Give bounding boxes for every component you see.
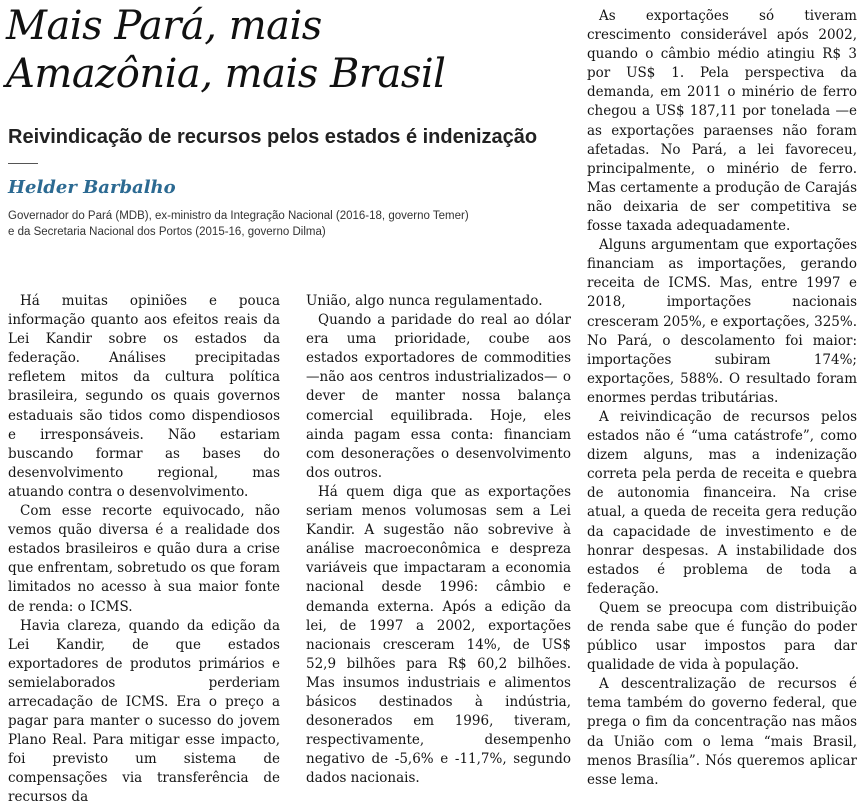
paragraph: Com esse recorte equivocado, não vemos quão diversa é a realidade dos estados brasileiros e quão dura a crise que enfrentam, sobretudo os que foram limitados no acesso à sua maior fonte de renda: o ICMS.: [8, 503, 281, 615]
author-bio-line-1: Governador do Pará (MDB), ex-ministro da Integração Nacional (2016-18, governo Temer): [8, 210, 469, 222]
paragraph: Há quem diga que as exportações seriam menos volumosas sem a Lei Kandir. A sugestão não sobrevive à análise macroeconômica e despreza variáveis que impactaram a economia nacional desde 1996: câmbio e demanda externa. Após a edição da lei, de 1997 a 2002, exportações nacionais cresceram 14%, de US$ 52,9 bilhões para R$ 60,2 bilhões. Mas insumos industriais e alimentos básicos destinados à indústria, desonerados em 1996, tiveram, respectivamente, desempenho negativo de -5,6% e -11,7%, segundo dados nacionais.: [306, 483, 571, 787]
paragraph: Quem se preocupa com distribuição de renda sabe que é função do poder público usar impostos para dar qualidade de vida à população.: [587, 599, 857, 674]
title-line-1: Mais Pará, mais: [6, 3, 322, 49]
author-divider: [8, 163, 38, 164]
title-line-2: Amazônia, mais Brasil: [6, 51, 446, 97]
article-column-2: [306, 292, 571, 788]
paragraph: A reivindicação de recursos pelos estados não é “uma catástrofe”, como dizem alguns, mas a indenização correta pela perda de receita e quebra de autonomia financeira. Na crise atual, a queda de receita gera redução da capacidade de investimento e de honrar despesas. A instabilidade dos estados é problema de toda a federação.: [587, 408, 857, 597]
paragraph: Alguns argumentam que exportações financiam as importações, gerando receita de ICMS. Mas, entre 1997 e 2018, importações nacionais cresceram 205%, e exportações, 325%. No Pará, o descolamento foi maior: importações subiram 174%; exportações, 588%. O resultado foram enormes perdas tributárias.: [587, 237, 857, 406]
author-name: Helder Barbalho: [8, 177, 176, 198]
article-column-3: [587, 7, 857, 790]
paragraph: A descentralização de recursos é tema também do governo federal, que prega o fim da concentração nas mãos da União com o lema “mais Brasil, menos Brasília”. Nós queremos aplicar esse lema.: [587, 676, 857, 788]
paragraph: As exportações só tiveram crescimento considerável após 2002, quando o câmbio médio atingiu R$ 3 por US$ 1. Pela perspectiva da demanda, em 2011 o minério de ferro chegou a US$ 187,11 por tonelada —e as exportações paraenses não foram afetadas. No Pará, a lei favoreceu, principalmente, o minério de ferro. Mas certamente a produção de Carajás não deixaria de ser competitiva se fosse taxada adequadamente.: [587, 8, 857, 235]
paragraph: Havia clareza, quando da edição da Lei Kandir, de que estados exportadores de produtos primários e semielaborados perderiam arrecadação de ICMS. Era o preço a pagar para manter o sucesso do jovem Plano Real. Para mitigar esse impacto, foi previsto um sistema de compensações via transferência de recursos da: [8, 617, 280, 806]
paragraph: Há muitas opiniões e pouca informação quanto aos efeitos reais da Lei Kandir sobre os estados da federação. Análises precipitadas refletem mitos da cultura política brasileira, segundo os quais governos estaduais são tidos como dispendiosos e irresponsáveis. Não estariam buscando formar as bases do desenvolvimento regional, mas atuando contra o desenvolvimento.: [8, 293, 280, 500]
paragraph: Quando a paridade do real ao dólar era uma prioridade, coube aos estados exportadores de commodities —não aos centros industrializados— o dever de manter nossa balança comercial equilibrada. Hoje, eles ainda pagam essa conta: financiam com desonerações o desenvolvimento dos outros.: [306, 312, 571, 481]
paragraph-continued: União, algo nunca regulamentado.: [306, 293, 543, 309]
article-column-1: [8, 292, 280, 808]
article-title: [6, 2, 566, 98]
author-bio-line-2: e da Secretaria Nacional dos Portos (2015-16, governo Dilma): [8, 226, 326, 238]
author-bio: [8, 208, 588, 240]
article-subtitle: Reivindicação de recursos pelos estados é indenização: [8, 126, 538, 148]
